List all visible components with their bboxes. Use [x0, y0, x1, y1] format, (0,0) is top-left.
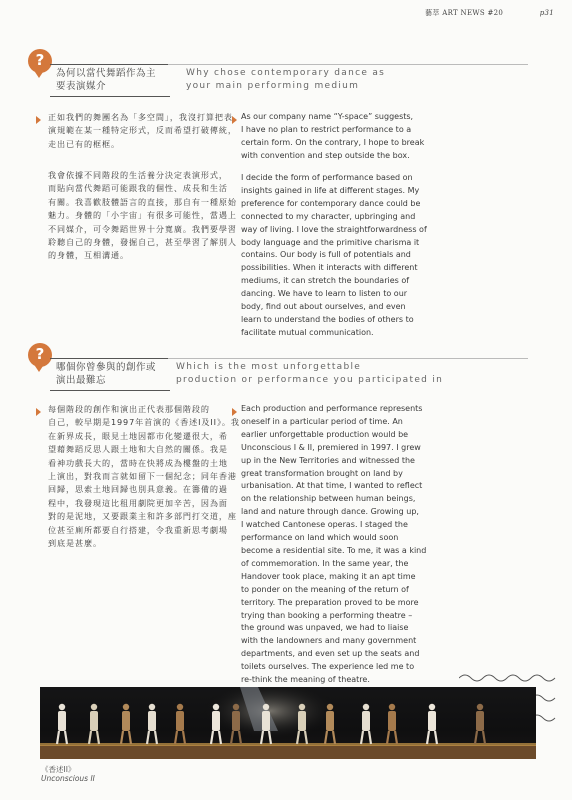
text-line: Handover took place, making it an apt time: [241, 571, 416, 581]
question-en-line: production or performance you participated in: [176, 375, 444, 385]
issue-number: #20: [487, 9, 504, 17]
dancer-figure: [427, 704, 437, 744]
question-zh: [56, 67, 156, 93]
text-line: 魅力。身體的「小宇宙」有很多可能性，當遇上: [48, 210, 237, 221]
bullet-arrow-icon: [36, 116, 41, 124]
page-number: p31: [539, 9, 554, 17]
divider-line: [50, 96, 170, 97]
divider-line: [168, 358, 528, 359]
text-line: the ground was unpaved, we had to liaise: [241, 623, 409, 633]
page-header: [425, 8, 554, 18]
question-en: [186, 67, 385, 93]
text-line: of commemoration. In the same year, the: [241, 558, 409, 568]
text-line: 而貼向當代舞蹈可能跟我的個性、成長和生活: [48, 183, 228, 194]
answer-en: [241, 172, 441, 348]
divider-line: [168, 64, 528, 65]
text-line: Each production and performance represents: [241, 404, 423, 413]
question-en-line: Why chose contemporary dance as: [186, 68, 386, 78]
text-line: preference for contemporary dance could be: [241, 198, 421, 208]
text-line: 不同媒介，可令舞蹈世界十分寬廣。我們要學習: [48, 223, 237, 234]
text-line: oneself in a particular period of time. An: [241, 416, 403, 426]
text-line: body, find out about ourselves, and even: [241, 302, 406, 312]
dancer-figure: [57, 704, 67, 744]
text-line: 對的是泥地，又要跟業主和許多部門打交道，座: [48, 511, 237, 522]
bullet-arrow-icon: [232, 116, 237, 124]
text-line: way of living. I love the straightforwardness of: [241, 224, 427, 234]
paragraph: [241, 403, 441, 687]
text-line: facilitate mutual communication.: [241, 327, 374, 337]
text-line: insights gained in life at different stages. My: [241, 185, 420, 195]
text-line: with convention and step outside the box.: [241, 150, 410, 160]
text-line: 每個階段的創作和演出正代表那個階段的: [48, 404, 210, 414]
dancer-figure: [89, 704, 99, 744]
text-line: dancing. We have to learn to listen to our: [241, 289, 408, 299]
question-zh-line: 演出最難忘: [56, 375, 107, 386]
dancer-figure: [475, 704, 485, 744]
answer-en: [241, 111, 441, 171]
text-line: 有關。我喜歡肢體語言的直接，那自有一種原始: [48, 196, 237, 207]
paragraph: [241, 111, 441, 163]
stage-floor-light: [40, 743, 536, 746]
text-line: learn to understand the bodies of others to: [241, 314, 414, 324]
text-line: departments, and even set up the seats and: [241, 649, 420, 659]
text-line: mediums, it can stretch the boundaries of: [241, 276, 410, 286]
text-line: 演規範在某一種特定形式，反而希望打破傳統，: [48, 125, 237, 136]
text-line: contains. Our body is full of potentials and: [241, 250, 411, 260]
dancer-figure: [147, 704, 157, 744]
text-line: 聆聽自己的身體，發掘自己，甚至學習了解別人: [48, 237, 237, 248]
paragraph: [241, 172, 441, 340]
paragraph: [48, 111, 240, 151]
question-icon: [28, 49, 52, 73]
answer-en: [241, 403, 441, 695]
text-line: I have no plan to restrict performance to a: [241, 124, 412, 134]
text-line: urbanisation. At that time, I wanted to reflect: [241, 481, 423, 491]
text-line: trying than booking a performing theatre –: [241, 610, 413, 620]
text-line: connected to my character, upbringing and: [241, 211, 416, 221]
answer-zh: [48, 169, 240, 271]
magazine-name: ART NEWS: [442, 9, 485, 17]
text-line: on the relationship between human beings,: [241, 494, 416, 504]
divider-line: [50, 64, 170, 65]
text-line: great transformation brought on land by: [241, 468, 403, 478]
question-zh-line: 哪個你曾參與的創作或: [56, 362, 157, 373]
text-line: 自己，較早期是1997年首演的《香述I及II》。我: [48, 417, 240, 428]
wave-decoration-icon: [459, 672, 559, 684]
magazine-name-zh: 藝萃: [425, 9, 440, 17]
question-en-line: Which is the most unforgettable: [176, 362, 362, 372]
stage-photo-illustration: [40, 687, 536, 759]
bullet-arrow-icon: [232, 408, 237, 416]
text-line: certain form. On the contrary, I hope to break: [241, 137, 425, 147]
text-line: 看神功戲長大的，當時在快將成為樓盤的土地: [48, 457, 228, 468]
text-line: 走出已有的框框。: [48, 138, 120, 149]
question-zh-line: 為何以當代舞蹈作為主: [56, 68, 157, 79]
text-line: earlier unforgettable production would be: [241, 429, 409, 439]
text-line: performance on land which would soon: [241, 533, 399, 543]
stage-floor: [40, 745, 536, 759]
question-icon: [28, 343, 52, 367]
dancer-figure: [175, 704, 185, 744]
dancer-figure: [387, 704, 397, 744]
text-line: 正如我們的舞團名為「多空間」，我沒打算把表: [48, 112, 233, 122]
text-line: 的身體，互相溝通。: [48, 250, 129, 261]
text-line: re-think the meaning of theatre.: [241, 675, 370, 685]
answer-zh: [48, 111, 240, 159]
question-zh: [56, 361, 156, 387]
text-line: become a residential site. To me, it was a kind: [241, 545, 427, 555]
question-en-line: your main performing medium: [186, 81, 360, 91]
divider-line: [50, 358, 170, 359]
text-line: 我會依據不同階段的生活養分決定表演形式，: [48, 170, 228, 180]
text-line: 望藉舞蹈反思人跟土地和大自然的關係。我是: [48, 444, 228, 455]
text-line: land and nature through dance. Growing up,: [241, 507, 419, 517]
answer-zh: [48, 403, 240, 558]
paragraph: [48, 403, 240, 550]
text-line: 上演出，對我而言就如留下一個紀念；同年香港: [48, 471, 237, 482]
photo-caption-zh: 《香述II》: [41, 765, 76, 774]
divider-line: [50, 390, 170, 391]
text-line: to ponder on the meaning of the return of: [241, 584, 409, 594]
text-line: I decide the form of performance based on: [241, 173, 413, 182]
text-line: up in the New Territories and witnessed the: [241, 455, 415, 465]
text-line: 在新界成長，眼見土地因都市化變遷很大，希: [48, 430, 228, 441]
text-line: territory. The preparation proved to be more: [241, 597, 419, 607]
text-line: Unconscious I & II, premiered in 1997. I grew: [241, 442, 421, 452]
text-line: 到底是甚麼。: [48, 538, 102, 549]
photo-caption-en: Unconscious II: [41, 774, 95, 783]
text-line: body language and the primitive charisma it: [241, 237, 420, 247]
text-line: with the landowners and many government: [241, 636, 417, 646]
text-line: 程中，我發現這比租用劇院更加辛苦，因為面: [48, 497, 228, 508]
text-line: 回歸，思索土地回歸也別具意義。在籌備的過: [48, 484, 228, 495]
text-line: possibilities. When it interacts with different: [241, 263, 418, 273]
paragraph: [48, 169, 240, 263]
stage-photo: [40, 687, 536, 759]
text-line: As our company name “Y-space” suggests,: [241, 112, 414, 121]
text-line: 位甚至廁所都要自行搭建，令我重新思考劇場: [48, 524, 228, 535]
dancer-figure: [361, 704, 371, 744]
question-zh-line: 要表演媒介: [56, 81, 107, 92]
bullet-arrow-icon: [36, 408, 41, 416]
text-line: I watched Cantonese operas. I staged the: [241, 520, 408, 530]
dancer-figure: [121, 704, 131, 744]
text-line: toilets ourselves. The experience led me to: [241, 662, 415, 672]
question-en: [176, 361, 443, 387]
